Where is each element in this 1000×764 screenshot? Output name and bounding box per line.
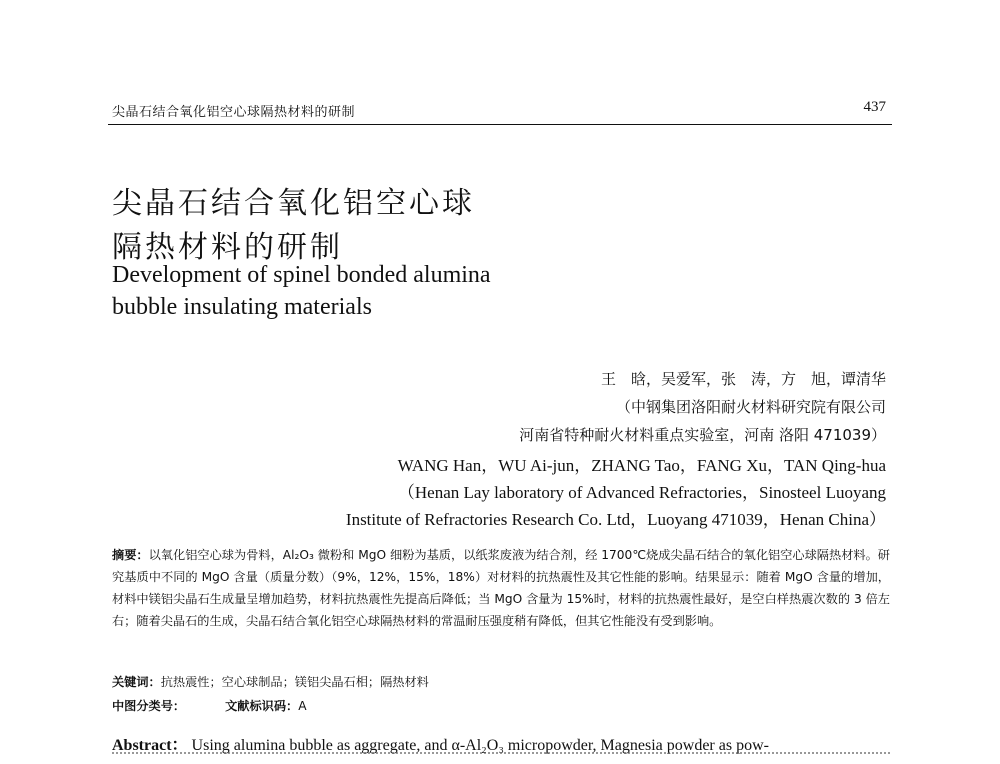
authors-cn: 王 晗，吴爱军，张 涛，方 旭，谭清华: [600, 370, 886, 388]
abstract-en-text: Using alumina bubble as aggregate, and α-Al₂O₃ micropowder, Magnesia powder as pow-: [191, 737, 769, 754]
classification: [112, 697, 307, 714]
affiliation-cn-line1: （中钢集团洛阳耐火材料研究院有限公司: [615, 398, 886, 416]
affiliation-cn-line2: 河南省特种耐火材料重点实验室，河南 洛阳 471039）: [519, 426, 886, 444]
title-cn-line1: 尖晶石结合氧化铝空心球: [112, 186, 475, 221]
title-cn-line2: 隔热材料的研制: [112, 230, 343, 265]
header-rule: [108, 124, 892, 125]
running-header: 尖晶石结合氧化铝空心球隔热材料的研制: [112, 105, 356, 120]
affiliation-en-line2: Institute of Refractories Research Co. Ltd，Luoyang 471039，Henan China）: [345, 510, 886, 529]
doc-code-label: 文献标识码：: [225, 699, 299, 713]
affiliation-en-line1: （Henan Lay laboratory of Advanced Refractories，Sinosteel Luoyang: [397, 483, 886, 502]
abstract-en-label: Abstract：: [112, 737, 188, 754]
keywords: [112, 673, 429, 690]
authors-en: WANG Han，WU Ai-jun，ZHANG Tao，FANG Xu，TAN Qing-hua: [397, 456, 886, 475]
abstract-cn-label: 摘要：: [112, 548, 149, 562]
cut-off-text-line: [112, 752, 890, 764]
doc-code-value: A: [298, 699, 307, 713]
title-en-line1: Development of spinel bonded alumina: [112, 262, 491, 288]
abstract-cn-text: 以氧化铝空心球为骨料，Al₂O₃ 微粉和 MgO 细粉为基质，以纸浆废液为结合剂，经 1700℃烧成尖晶石结合的氧化铝空心球隔热材料。研究基质中不同的 MgO 含量（质量分数）（9%，12%，15%，18%）对材料的抗热震性及其它性能的影响。结果显示：随着 MgO 含量的增加，材料中镁铝尖晶石生成量呈增加趋势，材料抗热震性先提高后降低；当 MgO 含量为 15%时，材料的抗热震性最好，是空白样热震次数的 3 倍左右；随着尖晶石的生成，尖晶石结合氧化铝空心球隔热材料的常温耐压强度稍有降低，但其它性能没有受到影响。: [112, 548, 890, 628]
title-en-line2: bubble insulating materials: [112, 294, 372, 320]
clc-label: 中图分类号：: [112, 699, 186, 713]
page-number: 437: [863, 99, 886, 115]
keywords-text: 抗热震性；空心球制品；镁铝尖晶石相；隔热材料: [160, 675, 429, 689]
keywords-label: 关键词：: [112, 675, 161, 689]
abstract-cn: [112, 544, 890, 632]
